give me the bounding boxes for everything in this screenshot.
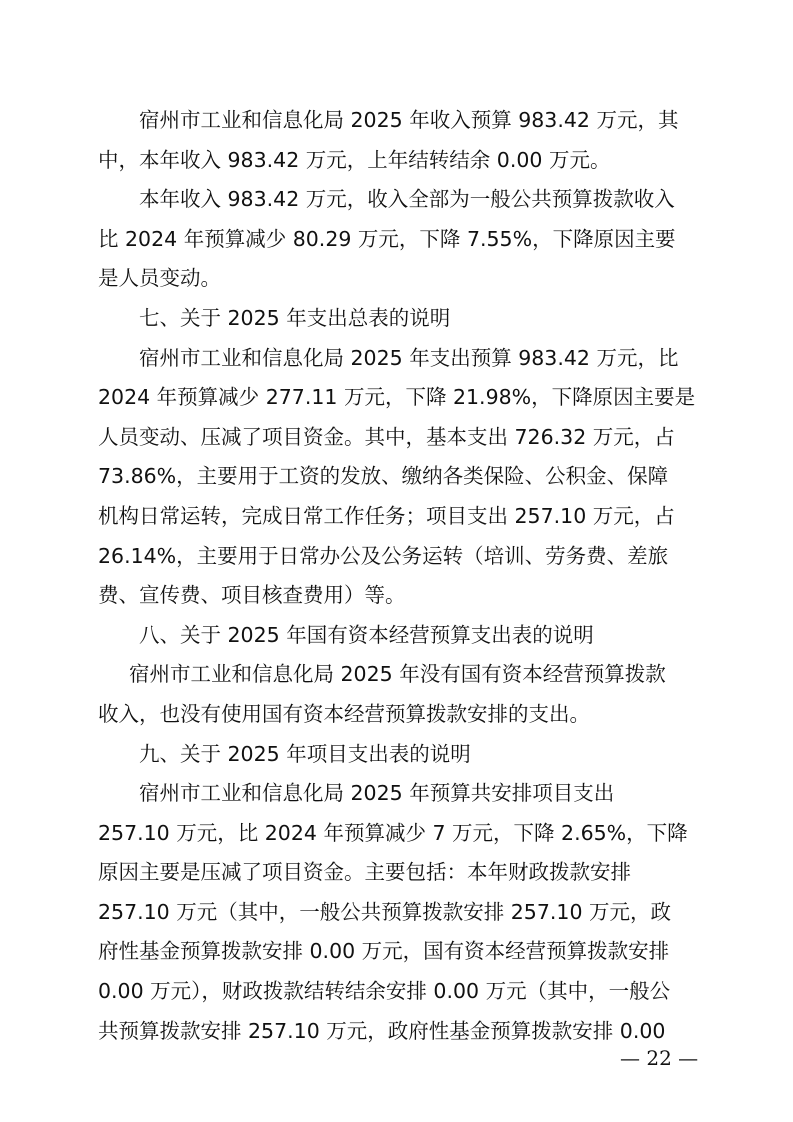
text-line-13: 费、宣传费、项目核查费用）等。 [98, 583, 406, 608]
text-line-10: 73.86%，主要用于工资的发放、缴纳各类保险、公积金、保障 [98, 464, 669, 489]
text-line-16: 收入，也没有使用国有资本经营预算拨款安排的支出。 [98, 701, 590, 726]
section-heading-7: 七、关于 2025 年支出总表的说明 [139, 305, 451, 330]
section-heading-9: 九、关于 2025 年项目支出表的说明 [139, 741, 471, 766]
text-line-3: 本年收入 983.42 万元，收入全部为一般公共预算拨款收入 [139, 187, 675, 212]
body-text [98, 101, 698, 1051]
text-line-19: 257.10 万元，比 2024 年预算减少 7 万元，下降 2.65%，下降 [98, 820, 688, 845]
text-line-9: 人员变动、压减了项目资金。其中，基本支出 726.32 万元，占 [98, 424, 675, 449]
text-line-24: 共预算拨款安排 257.10 万元，政府性基金预算拨款安排 0.00 [98, 1018, 666, 1043]
text-line-1: 宿州市工业和信息化局 2025 年收入预算 983.42 万元，其 [139, 108, 679, 132]
text-line-8: 2024 年预算减少 277.11 万元，下降 21.98%，下降原因主要是 [98, 385, 696, 410]
page-number: — 22 — [620, 1046, 699, 1070]
text-line-20: 原因主要是压减了项目资金。主要包括：本年财政拨款安排 [98, 860, 631, 885]
text-line-18: 宿州市工业和信息化局 2025 年预算共安排项目支出 [139, 781, 615, 806]
text-line-5: 是人员变动。 [98, 266, 221, 291]
text-line-7: 宿州市工业和信息化局 2025 年支出预算 983.42 万元，比 [139, 345, 679, 370]
text-line-15: 宿州市工业和信息化局 2025 年没有国有资本经营预算拨款 [129, 662, 666, 687]
text-line-23: 0.00 万元），财政拨款结转结余安排 0.00 万元（其中，一般公 [98, 979, 671, 1004]
text-line-12: 26.14%，主要用于日常办公及公务运转（培训、劳务费、差旅 [98, 543, 669, 568]
text-line-2: 中，本年收入 983.42 万元，上年结转结余 0.00 万元。 [98, 147, 611, 172]
text-line-22: 府性基金预算拨款安排 0.00 万元，国有资本经营预算拨款安排 [98, 939, 670, 964]
text-line-21: 257.10 万元（其中，一般公共预算拨款安排 257.10 万元，政 [98, 899, 672, 924]
section-heading-8: 八、关于 2025 年国有资本经营预算支出表的说明 [139, 622, 594, 647]
text-line-11: 机构日常运转，完成日常工作任务；项目支出 257.10 万元，占 [98, 503, 675, 528]
text-line-4: 比 2024 年预算减少 80.29 万元，下降 7.55%，下降原因主要 [98, 226, 676, 251]
